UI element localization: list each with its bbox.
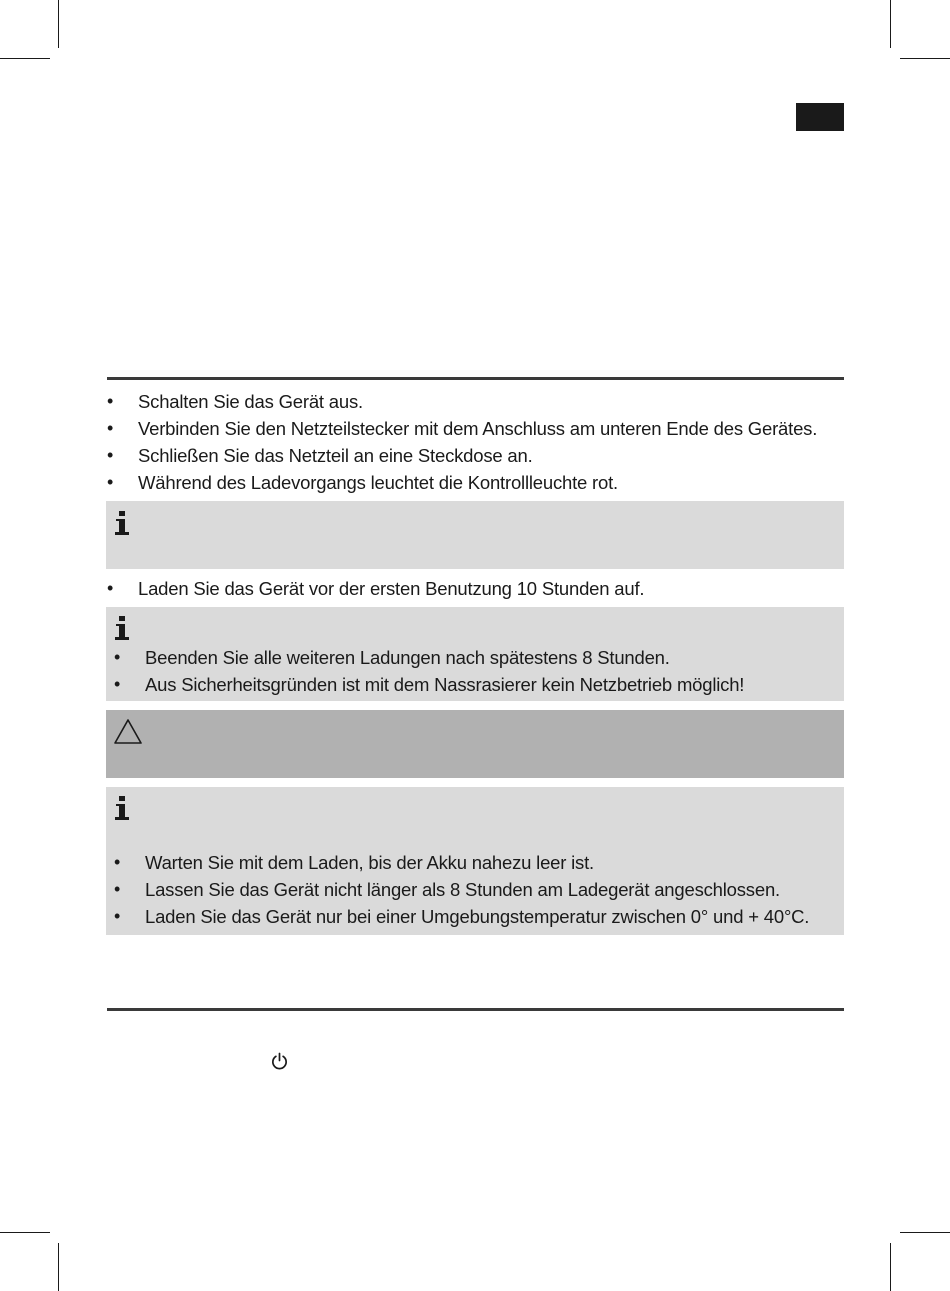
power-icon — [270, 1052, 289, 1071]
first-use-list — [107, 575, 844, 602]
info-icon — [114, 511, 130, 535]
section-rule-operation — [107, 1008, 844, 1011]
list-item: • Laden Sie das Gerät vor der ersten Benutzung 10 Stunden auf. — [107, 575, 844, 602]
list-item: • Aus Sicherheitsgründen ist mit dem Nassrasierer kein Netzbetrieb möglich! — [114, 671, 834, 698]
list-item: • Beenden Sie alle weiteren Ladungen nach spätestens 8 Stunden. — [114, 644, 834, 671]
crop-mark — [58, 1243, 59, 1291]
info-icon — [114, 796, 130, 820]
crop-mark — [900, 1232, 950, 1233]
list-item: • Schließen Sie das Netzteil an eine Steckdose an. — [107, 442, 844, 469]
crop-mark — [890, 1243, 891, 1291]
note-list — [114, 644, 834, 698]
info-box-3 — [106, 787, 844, 935]
list-item: • Warten Sie mit dem Laden, bis der Akku nahezu leer ist. — [114, 849, 834, 876]
warning-box — [106, 710, 844, 778]
crop-mark — [0, 58, 50, 59]
section-rule-charging — [107, 377, 844, 380]
list-item: • Verbinden Sie den Netzteilstecker mit dem Anschluss am unteren Ende des Gerätes. — [107, 415, 844, 442]
charging-steps-list — [107, 388, 844, 496]
crop-mark — [890, 0, 891, 48]
crop-mark — [900, 58, 950, 59]
info-box-2 — [106, 607, 844, 701]
crop-mark — [58, 0, 59, 48]
list-item: • Schalten Sie das Gerät aus. — [107, 388, 844, 415]
list-item: • Während des Ladevorgangs leuchtet die Kontrollleuchte rot. — [107, 469, 844, 496]
info-box-1 — [106, 501, 844, 569]
note-list — [114, 849, 834, 930]
section-tab — [796, 103, 844, 131]
warning-triangle-icon — [113, 718, 143, 746]
crop-mark — [0, 1232, 50, 1233]
info-icon — [114, 616, 130, 640]
list-item: • Laden Sie das Gerät nur bei einer Umgebungstemperatur zwischen 0° und + 40°C. — [114, 903, 834, 930]
list-item: • Lassen Sie das Gerät nicht länger als 8 Stunden am Ladegerät angeschlossen. — [114, 876, 834, 903]
